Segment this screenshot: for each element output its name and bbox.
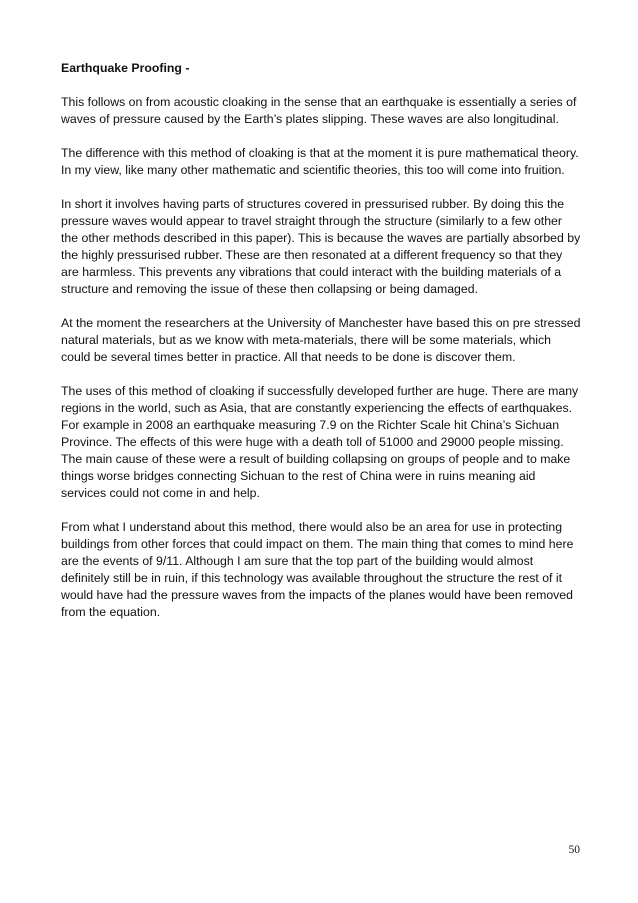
section-heading: Earthquake Proofing - [61, 61, 190, 75]
paragraph-acoustic-cloaking: This follows on from acoustic cloaking in the sense that an earthquake is essentially a series of waves of pressure caused by the Earth’s plates slipping. These waves are also longitudinal. [61, 95, 577, 126]
page-number: 50 [568, 844, 580, 856]
paragraph-mathematical-theory: The difference with this method of cloaking is that at the moment it is pure mathematical theory. In my view, like many other mathematic and scientific theories, this too will come into fruition. [61, 146, 579, 177]
paragraph-manchester-research: At the moment the researchers at the University of Manchester have based this on pre stressed natural materials, but as we know with meta-materials, there will be some materials, which could be several times better in practice. All that needs to be done is discover them. [61, 316, 581, 364]
paragraph-pressurised-rubber: In short it involves having parts of structures covered in pressurised rubber. By doing this the pressure waves would appear to travel straight through the structure (similarly to a few other the other methods described in this paper). This is because the waves are partially absorbed by the highly pressurised rubber. These are then resonated at a different frequency so that they are harmless. This prevents any vibrations that could interact with the building materials of a structure and removing the issue of these then collapsing or being damaged. [61, 197, 581, 296]
paragraph-other-forces: From what I understand about this method, there would also be an area for use in protecting buildings from other forces that could impact on them. The main thing that comes to mind here are the events of 9/11. Although I am sure that the top part of the building would almost definitely still be in ruin, if this technology was available throughout the structure the rest of it would have had the pressure waves from the impacts of the planes would have been removed from the equation. [61, 520, 574, 619]
paragraph-uses-sichuan: The uses of this method of cloaking if successfully developed further are huge. There are many regions in the world, such as Asia, that are constantly experiencing the effects of earthquakes. For example in 2008 an earthquake measuring 7.9 on the Richter Scale hit China’s Sichuan Province. The effects of this were huge with a death toll of 51000 and 29000 people missing. The main cause of these were a result of building collapsing on groups of people and to make things worse bridges connecting Sichuan to the rest of China were in ruins meaning aid services could not come in and help. [61, 384, 579, 500]
page-body [61, 60, 581, 638]
